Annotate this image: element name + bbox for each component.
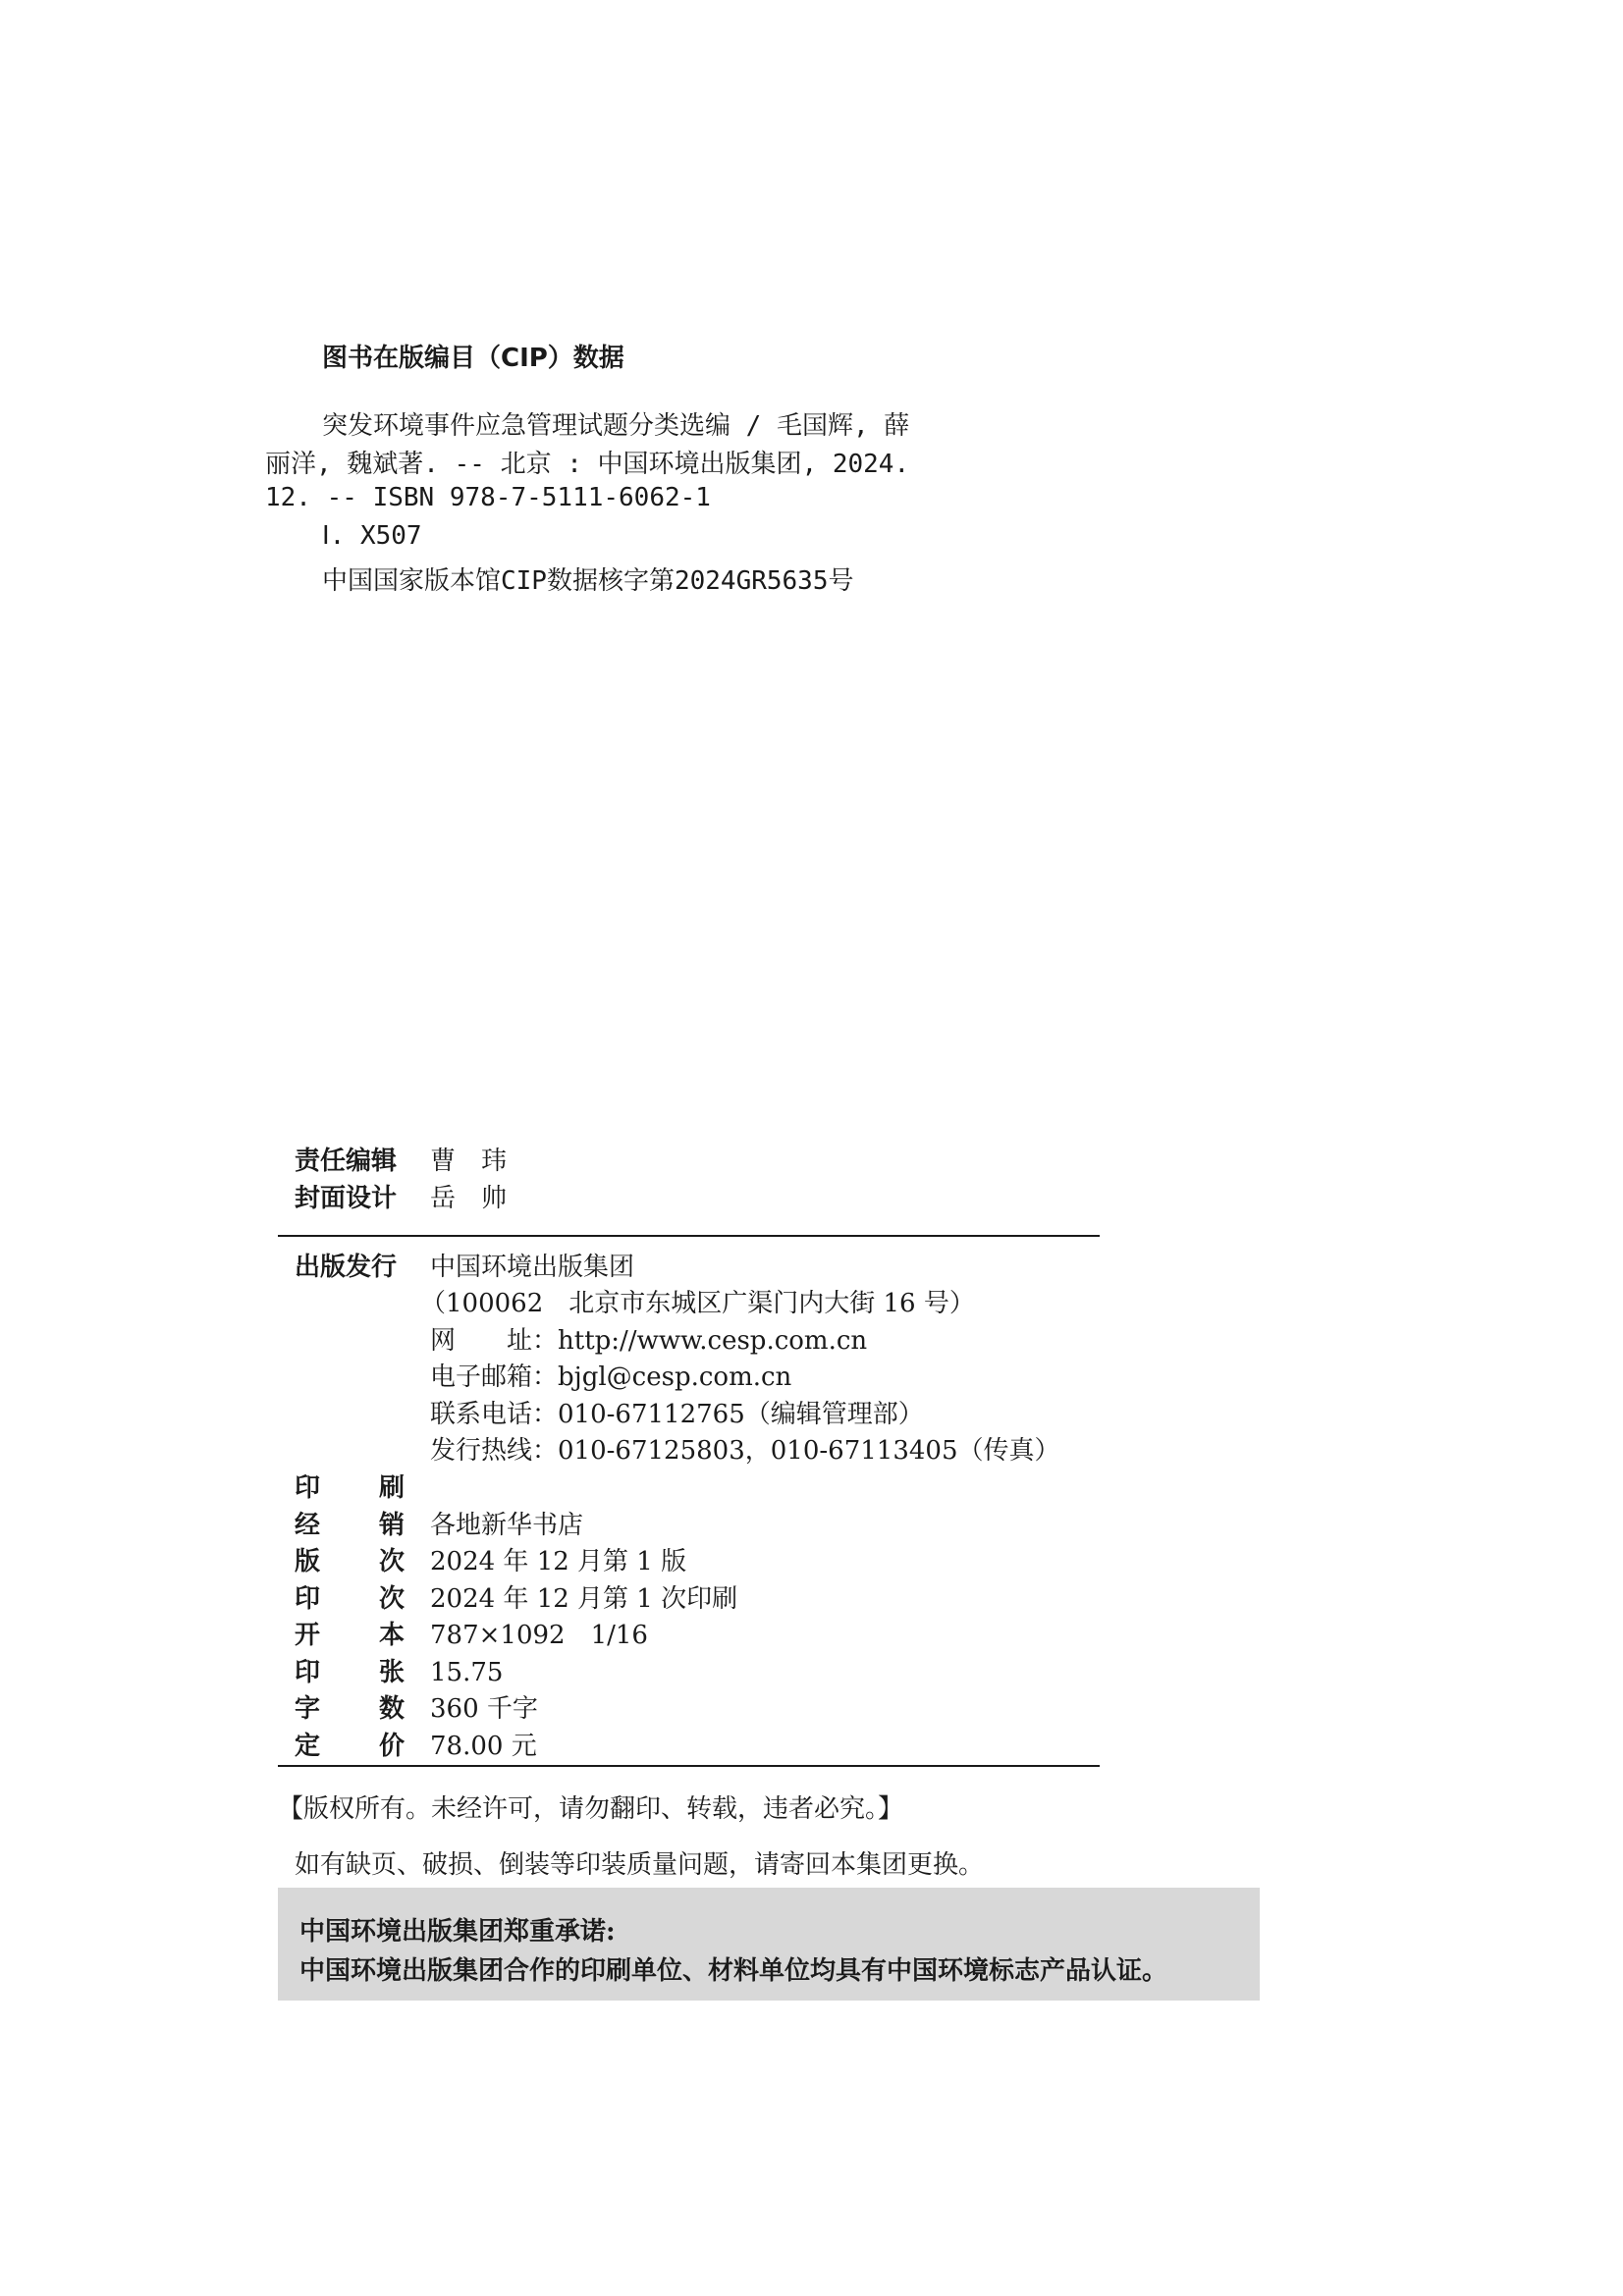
publisher-email: 电子邮箱：bjgl@cesp.com.cn	[430, 1362, 792, 1392]
spec-label: 印次	[295, 1584, 405, 1614]
spec-label: 字数	[295, 1694, 405, 1724]
spec-value: 15.75	[430, 1658, 504, 1687]
cip-isbn-line: 12. -- ISBN 978-7-5111-6062-1	[265, 483, 711, 512]
publisher-name: 中国环境出版集团	[430, 1253, 635, 1282]
publisher-address: （100062 北京市东城区广渠门内大街 16 号）	[420, 1289, 975, 1318]
spec-label: 版次	[295, 1547, 405, 1576]
spec-value: 2024 年 12 月第 1 次印刷	[430, 1584, 738, 1614]
divider-top	[278, 1235, 1100, 1237]
credit-value: 曹 玮	[430, 1147, 508, 1176]
copyright-notice: 【版权所有。未经许可，请勿翻印、转载，违者必究。】	[278, 1794, 904, 1824]
spec-value: 2024 年 12 月第 1 版	[430, 1547, 687, 1576]
divider-bottom	[278, 1765, 1100, 1767]
spec-label: 印刷	[295, 1473, 405, 1503]
promise-text: 中国环境出版集团合作的印刷单位、材料单位均具有中国环境标志产品认证。	[299, 1956, 1168, 1986]
credit-value: 岳 帅	[430, 1184, 508, 1213]
spec-label: 经销	[295, 1511, 405, 1540]
cip-heading: 图书在版编目（CIP）数据	[322, 344, 624, 373]
credit-label: 封面设计	[295, 1184, 398, 1213]
publisher-phone: 联系电话：010-67112765（编辑管理部）	[430, 1400, 924, 1429]
spec-value: 787×1092 1/16	[430, 1621, 648, 1650]
spec-label: 印张	[295, 1658, 405, 1687]
cip-title-line: 突发环境事件应急管理试题分类选编 / 毛国辉, 薛	[322, 411, 910, 441]
cip-classification-line: Ⅰ. X507	[322, 521, 422, 551]
publisher-label: 出版发行	[295, 1253, 398, 1282]
replacement-notice: 如有缺页、破损、倒装等印装质量问题，请寄回本集团更换。	[295, 1850, 985, 1880]
cip-record-number: 中国国家版本馆CIP数据核字第2024GR5635号	[322, 566, 854, 596]
credit-label: 责任编辑	[295, 1147, 398, 1176]
spec-label: 定价	[295, 1732, 405, 1761]
spec-label: 开本	[295, 1621, 405, 1650]
promise-box	[278, 1888, 1260, 2001]
publisher-website: 网 址：http://www.cesp.com.cn	[430, 1326, 868, 1356]
promise-title: 中国环境出版集团郑重承诺:	[299, 1917, 616, 1947]
publisher-hotline: 发行热线：010-67125803，010-67113405（传真）	[430, 1436, 1060, 1466]
cip-authors-line: 丽洋, 魏斌著. -- 北京 : 中国环境出版集团, 2024.	[265, 450, 910, 479]
spec-value: 78.00 元	[430, 1732, 537, 1761]
spec-value: 各地新华书店	[430, 1511, 584, 1540]
spec-value: 360 千字	[430, 1694, 538, 1724]
